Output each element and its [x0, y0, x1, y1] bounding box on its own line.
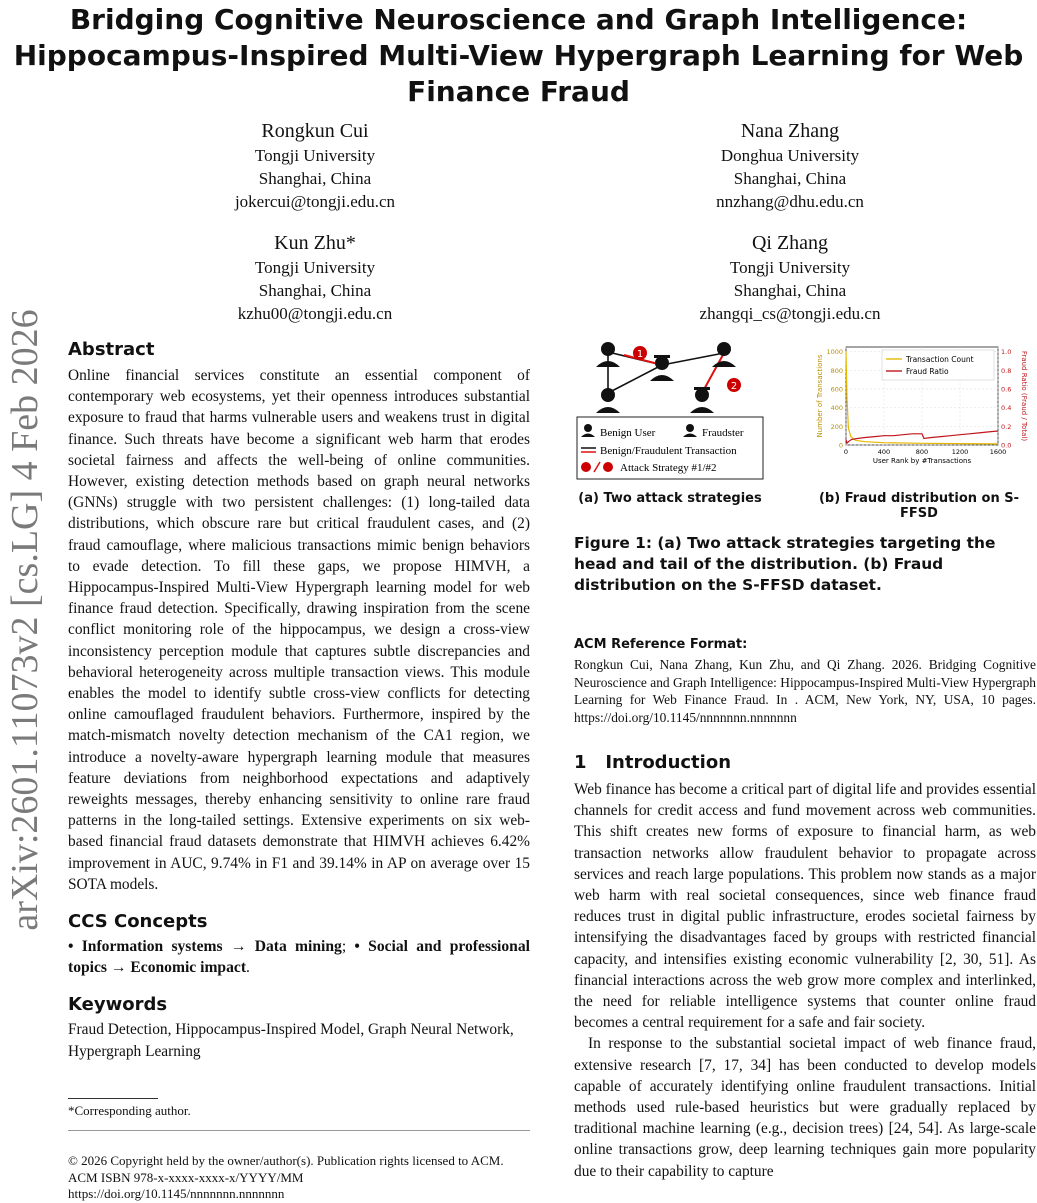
author-block-3: [170, 231, 460, 325]
author-affiliation: Tongji University: [254, 258, 376, 277]
y-tick-label: 0: [838, 441, 843, 450]
title-line-1: Bridging Cognitive Neuroscience and Graph Intelligence:: [69, 3, 968, 36]
y-tick-label: 400: [830, 404, 843, 413]
copyright-block: [68, 1153, 538, 1203]
arxiv-stamp: [0, 280, 50, 960]
abstract-text: Online financial services constitute an essential component of contemporary web ecosystems, yet their openness introduces substantial exposure to fraud that harms vulnerable users and weakens trust in digital finance. Such threats have become a significant web harm that erodes societal fairness and affects the well-being of online communities. However, existing detection methods based on graph neural networks (GNNs) struggle with two persistent challenges: (1) long-tailed data distributions, which obscure rare but critical fraudulent cases, and (2) fraud camouflage, where malicious transactions mimic benign behaviors to evade detection. To fill these gaps, we propose HIMVH, a Hippocampus-Inspired Multi-View Hypergraph learning model for web finance fraud detection. Specifically, drawing inspiration from the scene conflict monitoring role of the hippocampus, we design a cross-view inconsistency perception module that captures subtle discrepancies and behavioral heterogeneity across multiple transaction views. This module enables the model to identify subtle cross-view conflicts for detecting online camouflaged fraudulent behaviors. Furthermore, inspired by the match-mismatch novelty detection mechanism of the CA1 region, we introduce a novelty-aware hypergraph learning module that measures feature deviations from neighborhood expectations and adaptively reweights messages, thereby enhancing sensitivity to online rare fraud patterns in the long-tailed settings. Extensive experiments on six web-based financial fraud datasets demonstrate that HIMVH achieves 6.42% improvement in AUC, 9.74% in F1 and 39.14% in AP on average over 15 SOTA models.: [68, 367, 530, 893]
author-location: Shanghai, China: [733, 281, 847, 300]
x-axis-label: User Rank by #Transactions: [872, 457, 972, 465]
author-affiliation: Tongji University: [254, 146, 376, 165]
y-tick-label: 1000: [826, 348, 843, 357]
author-name: Kun Zhu*: [274, 232, 356, 254]
paper-title: [0, 2, 1037, 110]
ccs-concept-3: • Social and professional topics: [68, 938, 530, 977]
author-block-2: [645, 119, 935, 213]
y-tick-label: 800: [830, 366, 843, 375]
arxiv-stamp-text: arXiv:2601.11073v2 [cs.LG] 4 Feb 2026: [4, 309, 46, 931]
doi-line: https://doi.org/10.1145/nnnnnnn.nnnnnnn: [68, 1186, 285, 1201]
y2-tick-label: 0.8: [1001, 366, 1012, 375]
introduction-section: [574, 752, 1036, 1182]
legend-benign: Benign User: [600, 427, 656, 439]
y-axis-label: Number of Transactions: [816, 354, 824, 438]
y-tick-label: 600: [830, 385, 843, 394]
fraud-distribution-chart: [802, 339, 1034, 471]
benign-user-icon: [596, 388, 620, 413]
legend-tx: Benign/Fraudulent Transaction: [600, 445, 737, 457]
footnote-rule: [68, 1098, 158, 1099]
legend-attack: Attack Strategy #1/#2: [620, 462, 717, 474]
y2-tick-label: 0.6: [1001, 385, 1012, 394]
ccs-separator: ;: [341, 938, 355, 956]
figure-caption: Figure 1: (a) Two attack strategies targeting the head and tail of the distribution. (b) Fraud distribution on the S-FFSD dataset.: [574, 534, 996, 594]
intro-paragraph-1: Web finance has become a critical part of digital life and provides essential channels for credit access and fund movement across web communities. This shift creates new forms of exposure to financial harm, as web transaction networks allow fraudulent behavior to propagate across services and reach large populations. This problem now stands as a major web harm with real societal consequences, since web finance fraud reduces trust in digital public infrastructure, erodes societal fairness by intensifying the disadvantages faced by groups with restricted financial capacity, and intensifies existing economic vulnerability [2, 30, 51]. As financial interactions across the web grow more complex and interlinked, the need for reliable intelligence systems that counter online fraud becomes a central requirement for a safe and fair society.: [574, 781, 1037, 1032]
author-name: Nana Zhang: [740, 120, 840, 142]
attack-badge-1-label: 1: [636, 349, 644, 360]
legend-badge-2: [603, 462, 613, 472]
author-block-1: [170, 119, 460, 213]
chart-legend-label: Fraud Ratio: [906, 367, 949, 376]
acm-ref-text: Rongkun Cui, Nana Zhang, Kun Zhu, and Qi Zhang. 2026. Bridging Cognitive Neuroscience and Graph Intelligence: Hippocampus-Inspired Multi-View Hypergraph Learning for Web Finance Fraud. In . ACM, New York, NY, USA, 10 pages. https://doi.org/10.1145/nnnnnnn.nnnnnnn: [574, 657, 1036, 725]
intro-paragraph-2: In response to the substantial societal impact of web finance fraud, extensive research [7, 17, 34] has been conducted to develop models capable of accurately identifying online fraudulent transactions. Initial methods used rule-based heuristics but were gradually replaced by traditional machine learning (e.g., decision trees) [24, 54]. As large-scale online transactions grow, deep learning techniques gain more popularity due to their capability to capture: [574, 1035, 1036, 1180]
author-email: zhangqi_cs@tongji.edu.cn: [699, 304, 881, 323]
author-block-4: [645, 231, 935, 325]
y2-tick-label: 0.0: [1001, 441, 1012, 450]
ccs-concepts: [68, 936, 530, 978]
x-tick-label: 400: [877, 448, 891, 456]
x-tick-label: 0: [843, 448, 849, 456]
edge: [662, 353, 724, 365]
author-email: kzhu00@tongji.edu.cn: [237, 304, 393, 323]
attack-badge-2-label: 2: [730, 381, 738, 392]
keywords-text: Fraud Detection, Hippocampus-Inspired Model, Graph Neural Network, Hypergraph Learning: [68, 1021, 514, 1060]
author-affiliation: Tongji University: [729, 258, 851, 277]
isbn-line: ACM ISBN 978-x-xxxx-xxxx-x/YYYY/MM: [68, 1169, 304, 1185]
y2-tick-label: 0.2: [1001, 422, 1012, 431]
author-location: Shanghai, China: [733, 169, 847, 188]
acm-reference: [574, 637, 1036, 726]
author-email: nnzhang@dhu.edu.cn: [716, 192, 864, 211]
y2-tick-label: 1.0: [1001, 348, 1012, 357]
ccs-heading: CCS Concepts: [68, 911, 208, 933]
legend-badge-1: [581, 462, 591, 472]
fraudster-icon: [690, 387, 714, 413]
ccs-end: .: [246, 959, 250, 977]
author-name: Rongkun Cui: [261, 120, 369, 142]
footnote: *Corresponding author.: [68, 1103, 191, 1118]
y-tick-label: 200: [830, 422, 843, 431]
intro-heading: 1 Introduction: [574, 752, 732, 773]
author-email: jokercui@tongji.edu.cn: [234, 192, 396, 211]
copyright-rule: [68, 1130, 530, 1131]
legend-fraud: Fraudster: [702, 427, 744, 439]
x-tick-label: 800: [915, 448, 929, 456]
fraudster-icon: [650, 355, 674, 381]
author-name: Qi Zhang: [751, 232, 829, 254]
ccs-concept-2: Data mining: [254, 938, 342, 956]
y2-axis-label: Fraud Ratio (Fraud / Total): [1020, 350, 1028, 442]
x-tick-label: 1600: [989, 448, 1007, 456]
title-line-3: Finance Fraud: [407, 75, 630, 108]
subcaption-b: (b) Fraud distribution on S-FFSD: [818, 491, 1020, 521]
subcaption-a: (a) Two attack strategies: [578, 491, 762, 506]
ccs-arrow-2: →: [106, 959, 131, 977]
attack-diagram: [574, 335, 766, 480]
ccs-concept-4: Economic impact: [130, 959, 247, 977]
ccs-concept-1: • Information systems: [68, 938, 223, 956]
copyright-line: © 2026 Copyright held by the owner/author(s). Publication rights licensed to ACM.: [68, 1153, 504, 1168]
author-location: Shanghai, China: [258, 169, 372, 188]
abstract-heading: Abstract: [68, 339, 155, 360]
author-affiliation: Donghua University: [720, 146, 860, 165]
title-line-2: Hippocampus-Inspired Multi-View Hypergraph Learning for Web: [13, 39, 1024, 72]
left-column: [68, 339, 530, 1062]
chart-legend-label: Transaction Count: [906, 355, 974, 364]
ccs-arrow-1: →: [222, 938, 255, 956]
figure-1: [574, 335, 1036, 521]
author-location: Shanghai, China: [258, 281, 372, 300]
x-tick-label: 1200: [951, 448, 969, 456]
keywords-heading: Keywords: [68, 994, 168, 1016]
y2-tick-label: 0.4: [1001, 404, 1012, 413]
acm-ref-heading: ACM Reference Format:: [574, 637, 748, 652]
